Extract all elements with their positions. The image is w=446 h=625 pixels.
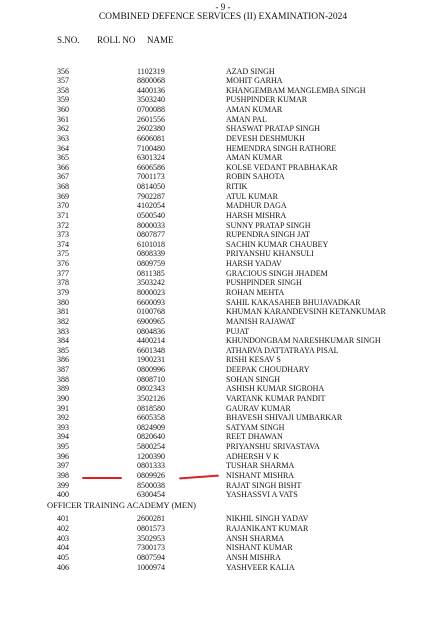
roll-no-cell: 7001173 bbox=[137, 172, 165, 182]
sno-cell: 396 bbox=[57, 451, 69, 461]
sno-cell: 388 bbox=[57, 374, 69, 384]
name-cell: MADHUR DAGA bbox=[226, 201, 287, 211]
roll-no-cell: 0802343 bbox=[137, 384, 165, 394]
roll-no-cell: 3503240 bbox=[137, 95, 165, 105]
sno-cell: 393 bbox=[57, 422, 69, 432]
name-cell: AMAN PAL bbox=[226, 114, 267, 124]
name-cell: SAHIL KAKASAHEB BHUJAVADKAR bbox=[226, 297, 361, 307]
sno-cell: 395 bbox=[57, 442, 69, 452]
name-cell: NIKHIL SINGH YADAV bbox=[226, 514, 309, 524]
sno-cell: 400 bbox=[57, 490, 69, 500]
name-cell: DEVESH DESHMUKH bbox=[226, 133, 305, 143]
roll-no-cell: 1900231 bbox=[137, 355, 165, 365]
sno-cell: 356 bbox=[57, 66, 69, 76]
table-row bbox=[0, 543, 446, 553]
roll-no-cell: 2600281 bbox=[137, 514, 165, 524]
sno-cell: 376 bbox=[57, 259, 69, 269]
name-cell: TUSHAR SHARMA bbox=[226, 461, 295, 471]
name-cell: RITIK bbox=[226, 182, 248, 192]
roll-no-cell: 6101018 bbox=[137, 239, 165, 249]
name-cell: GAURAV KUMAR bbox=[226, 403, 291, 413]
sno-cell: 375 bbox=[57, 249, 69, 259]
name-cell: PUSHPINDER KUMAR bbox=[226, 95, 308, 105]
roll-no-cell: 0814050 bbox=[137, 182, 165, 192]
sno-cell: 383 bbox=[57, 326, 69, 336]
name-cell: HARSH YADAV bbox=[226, 259, 282, 269]
exam-title: COMBINED DEFENCE SERVICES (II) EXAMINATION-2024 bbox=[98, 12, 348, 22]
name-cell: BHAVESH SHIVAJI UMBARKAR bbox=[226, 413, 343, 423]
roll-no-cell: 0804836 bbox=[137, 326, 165, 336]
roll-no-cell: 8500038 bbox=[137, 480, 165, 490]
name-cell: AMAN KUMAR bbox=[226, 153, 283, 163]
roll-no-cell: 3502953 bbox=[137, 533, 165, 543]
roll-no-cell: 0808710 bbox=[137, 374, 165, 384]
name-cell: ANSH MISHRA bbox=[226, 552, 281, 562]
roll-no-cell: 1102319 bbox=[137, 66, 165, 76]
page-number: - 9 - bbox=[215, 2, 231, 12]
sno-cell: 359 bbox=[57, 95, 69, 105]
roll-no-cell: 6606081 bbox=[137, 133, 165, 143]
roll-no-cell: 0824909 bbox=[137, 422, 165, 432]
sno-cell: 373 bbox=[57, 230, 69, 240]
roll-no-cell: 4400214 bbox=[137, 336, 165, 346]
roll-no-cell: 7902287 bbox=[137, 191, 165, 201]
name-cell: ROHAN MEHTA bbox=[226, 287, 285, 297]
roll-no-cell: 1000974 bbox=[137, 562, 165, 572]
roll-no-cell: 6301324 bbox=[137, 153, 165, 163]
roll-no-cell: 0700088 bbox=[137, 105, 165, 115]
header-name: NAME bbox=[147, 35, 174, 45]
roll-no-cell: 0808339 bbox=[137, 249, 165, 259]
name-cell: ASHISH KUMAR SIGROHA bbox=[226, 384, 325, 394]
sno-cell: 397 bbox=[57, 461, 69, 471]
name-cell: SACHIN KUMAR CHAUBEY bbox=[226, 239, 329, 249]
name-cell: KHANGEMBAM MANGLEMBA SINGH bbox=[226, 85, 366, 95]
name-cell: PUJAT bbox=[226, 326, 250, 336]
header-sno: S.NO. bbox=[57, 35, 80, 45]
roll-no-cell: 8000023 bbox=[137, 287, 165, 297]
name-cell: HEMENDRA SINGH RATHORE bbox=[226, 143, 337, 153]
roll-no-cell: 0800996 bbox=[137, 365, 165, 375]
name-cell: AZAD SINGH bbox=[226, 66, 275, 76]
roll-no-cell: 4400136 bbox=[137, 85, 165, 95]
sno-cell: 368 bbox=[57, 182, 69, 192]
sno-cell: 389 bbox=[57, 384, 69, 394]
roll-no-cell: 8800068 bbox=[137, 76, 165, 86]
roll-no-cell: 0801333 bbox=[137, 461, 165, 471]
table-row bbox=[0, 524, 446, 534]
sno-cell: 405 bbox=[57, 552, 69, 562]
sno-cell: 378 bbox=[57, 278, 69, 288]
roll-no-cell: 6300454 bbox=[137, 490, 165, 500]
sno-cell: 392 bbox=[57, 413, 69, 423]
roll-no-cell: 2601556 bbox=[137, 114, 165, 124]
sno-cell: 362 bbox=[57, 124, 69, 134]
sno-cell: 358 bbox=[57, 85, 69, 95]
roll-no-cell: 8000033 bbox=[137, 220, 165, 230]
name-cell: KHUMAN KARANDEVSINH KETANKUMAR bbox=[226, 307, 386, 317]
sno-cell: 381 bbox=[57, 307, 69, 317]
roll-no-cell: 0807877 bbox=[137, 230, 165, 240]
name-cell: SUNNY PRATAP SINGH bbox=[226, 220, 311, 230]
roll-no-cell: 5800254 bbox=[137, 442, 165, 452]
sno-cell: 387 bbox=[57, 365, 69, 375]
name-cell: KHUNDONGBAM NARESHKUMAR SINGH bbox=[226, 336, 381, 346]
sno-cell: 391 bbox=[57, 403, 69, 413]
name-cell: NISHANT MISHRA bbox=[226, 470, 295, 480]
name-cell: GRACIOUS SINGH JHADEM bbox=[226, 268, 328, 278]
roll-no-cell: 0100768 bbox=[137, 307, 165, 317]
roll-no-cell: 1200390 bbox=[137, 451, 165, 461]
roll-no-cell: 7300173 bbox=[137, 543, 165, 553]
sno-cell: 390 bbox=[57, 393, 69, 403]
roll-no-cell: 0811385 bbox=[137, 268, 165, 278]
roll-no-cell: 0820640 bbox=[137, 432, 165, 442]
roll-no-cell: 6605358 bbox=[137, 413, 165, 423]
table-row bbox=[0, 553, 446, 563]
sno-cell: 385 bbox=[57, 345, 69, 355]
sno-cell: 360 bbox=[57, 105, 69, 115]
roll-no-cell: 6601348 bbox=[137, 345, 165, 355]
name-cell: VARTANK KUMAR PANDIT bbox=[226, 393, 326, 403]
roll-no-cell: 6600093 bbox=[137, 297, 165, 307]
sno-cell: 399 bbox=[57, 480, 69, 490]
name-cell: REET DHAWAN bbox=[226, 432, 283, 442]
table-row bbox=[0, 563, 446, 573]
sno-cell: 382 bbox=[57, 316, 69, 326]
sno-cell: 401 bbox=[57, 514, 69, 524]
sno-cell: 365 bbox=[57, 153, 69, 163]
sno-cell: 372 bbox=[57, 220, 69, 230]
name-cell: ATUL KUMAR bbox=[226, 191, 278, 201]
name-cell: RISHI KESAV S bbox=[226, 355, 281, 365]
name-cell: MOHIT GARHA bbox=[226, 76, 283, 86]
name-cell: MANISH RAJAWAT bbox=[226, 316, 296, 326]
name-cell: NISHANT KUMAR bbox=[226, 543, 293, 553]
roll-no-cell: 4102054 bbox=[137, 201, 165, 211]
roll-no-cell: 6900965 bbox=[137, 316, 165, 326]
table-row bbox=[0, 514, 446, 524]
sno-cell: 402 bbox=[57, 523, 69, 533]
roll-no-cell: 3503242 bbox=[137, 278, 165, 288]
sno-cell: 386 bbox=[57, 355, 69, 365]
name-cell: PRIYANSHU KHANSULI bbox=[226, 249, 314, 259]
roll-no-cell: 0500540 bbox=[137, 210, 165, 220]
sno-cell: 394 bbox=[57, 432, 69, 442]
roll-no-cell: 3502126 bbox=[137, 393, 165, 403]
name-cell: YASHVEER KALIA bbox=[226, 562, 295, 572]
name-cell: PRIYANSHU SRIVASTAVA bbox=[226, 442, 320, 452]
sno-cell: 403 bbox=[57, 533, 69, 543]
sno-cell: 363 bbox=[57, 133, 69, 143]
roll-no-cell: 2602380 bbox=[137, 124, 165, 134]
sno-cell: 380 bbox=[57, 297, 69, 307]
name-cell: SATYAM SINGH bbox=[226, 422, 285, 432]
sno-cell: 379 bbox=[57, 287, 69, 297]
roll-no-cell: 6606586 bbox=[137, 162, 165, 172]
sno-cell: 377 bbox=[57, 268, 69, 278]
roll-no-cell: 0809926 bbox=[137, 470, 165, 480]
table-row bbox=[0, 534, 446, 544]
name-cell: RAJANIKANT KUMAR bbox=[226, 523, 309, 533]
sno-cell: 364 bbox=[57, 143, 69, 153]
name-cell: DEEPAK CHOUDHARY bbox=[226, 365, 310, 375]
sno-cell: 369 bbox=[57, 191, 69, 201]
sno-cell: 357 bbox=[57, 76, 69, 86]
name-cell: PUSHPINDER SINGH bbox=[226, 278, 302, 288]
name-cell: HARSH MISHRA bbox=[226, 210, 287, 220]
name-cell: RUPENDRA SINGH JAT bbox=[226, 230, 311, 240]
section-title: OFFICER TRAINING ACADEMY (MEN) bbox=[47, 500, 196, 511]
roll-no-cell: 7100480 bbox=[137, 143, 165, 153]
sno-cell: 398 bbox=[57, 470, 69, 480]
name-cell: ADHERSH V K bbox=[226, 451, 280, 461]
name-cell: KOLSE VEDANT PRABHAKAR bbox=[226, 162, 338, 172]
name-cell: RAJAT SINGH BISHT bbox=[226, 480, 302, 490]
name-cell: SOHAN SINGH bbox=[226, 374, 281, 384]
sno-cell: 384 bbox=[57, 336, 69, 346]
name-cell: SHASWAT PRATAP SINGH bbox=[226, 124, 321, 134]
sno-cell: 366 bbox=[57, 162, 69, 172]
roll-no-cell: 0809759 bbox=[137, 259, 165, 269]
sno-cell: 406 bbox=[57, 562, 69, 572]
roll-no-cell: 0818580 bbox=[137, 403, 165, 413]
name-cell: YASHASSVI A VATS bbox=[226, 490, 298, 500]
sno-cell: 370 bbox=[57, 201, 69, 211]
name-cell: ROBIN SAHOTA bbox=[226, 172, 285, 182]
name-cell: AMAN KUMAR bbox=[226, 105, 283, 115]
sno-cell: 367 bbox=[57, 172, 69, 182]
sno-cell: 374 bbox=[57, 239, 69, 249]
sno-cell: 371 bbox=[57, 210, 69, 220]
name-cell: ATHARVA DATTATRAYA PISAL bbox=[226, 345, 339, 355]
header-roll-no: ROLL NO bbox=[97, 35, 136, 45]
roll-no-cell: 0807594 bbox=[137, 552, 165, 562]
sno-cell: 361 bbox=[57, 114, 69, 124]
sno-cell: 404 bbox=[57, 543, 69, 553]
name-cell: ANSH SHARMA bbox=[226, 533, 285, 543]
roll-no-cell: 0801573 bbox=[137, 523, 165, 533]
